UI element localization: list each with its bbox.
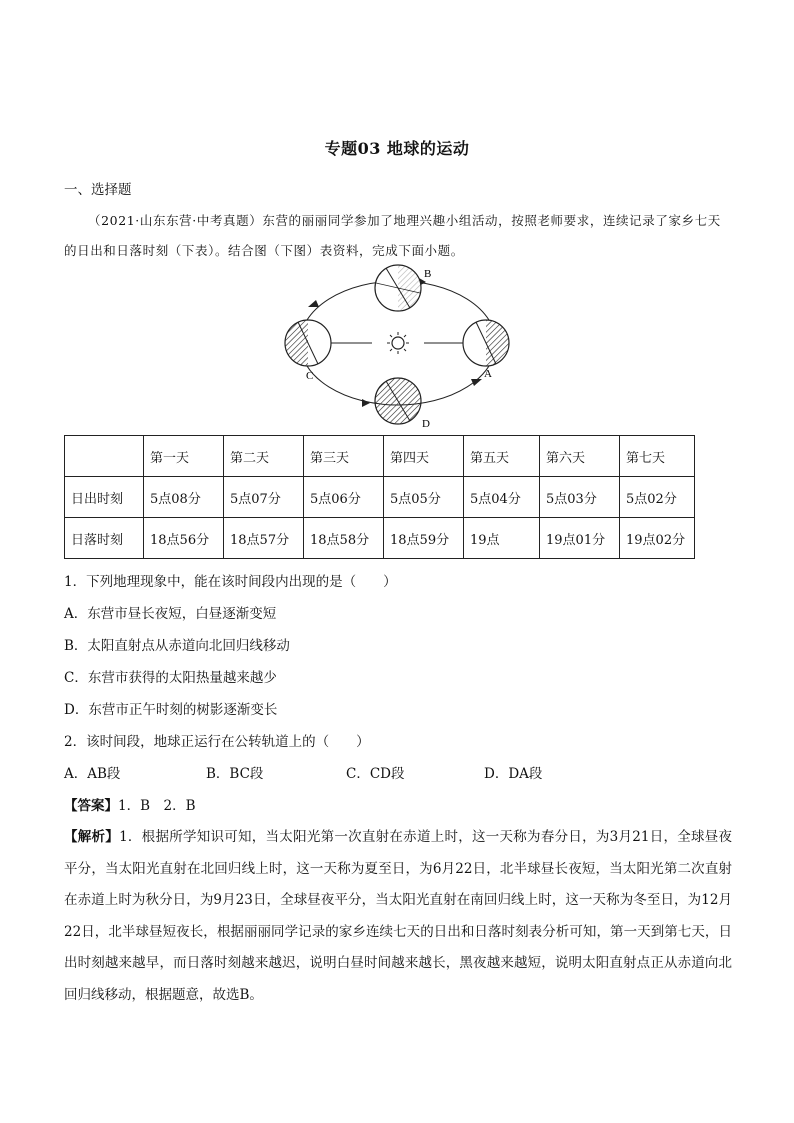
table-header: 第七天	[620, 436, 695, 477]
table-cell: 5点06分	[304, 477, 384, 518]
earth-orbit-diagram	[272, 263, 522, 429]
table-cell: 5点03分	[540, 477, 620, 518]
table-header-row	[65, 436, 695, 477]
q2-option-d[interactable]: D．DA段	[484, 766, 543, 782]
table-cell: 5点08分	[144, 477, 224, 518]
question-2-stem: 2．该时间段，地球正运行在公转轨道上的（ ）	[64, 734, 370, 750]
sunrise-sunset-table	[64, 435, 695, 559]
table-cell: 5点02分	[620, 477, 695, 518]
label-b: B	[424, 268, 432, 280]
table-row	[65, 518, 695, 559]
row-label: 日落时刻	[65, 518, 144, 559]
earth-position-a	[463, 320, 509, 366]
q1-option-d[interactable]: D．东营市正午时刻的树影逐渐变长	[64, 702, 278, 718]
q1-option-b[interactable]: B．太阳直射点从赤道向北回归线移动	[64, 638, 290, 654]
q2-option-a[interactable]: A．AB段	[64, 766, 121, 782]
section-heading: 一、选择题	[64, 182, 132, 198]
page-title: 专题03 地球的运动	[324, 139, 470, 158]
table-header: 第三天	[304, 436, 384, 477]
table-cell: 18点56分	[144, 518, 224, 559]
table-cell: 5点04分	[464, 477, 540, 518]
orbit-arrow	[471, 379, 482, 386]
earth-position-b	[375, 265, 421, 311]
label-d: D	[422, 418, 430, 429]
table-row	[65, 477, 695, 518]
question-intro: （2021·山东东营·中考真题）东营的丽丽同学参加了地理兴趣小组活动，按照老师要求，连续记录了家乡七天的日出和日落时刻（下表）。结合图（下图）表资料，完成下面小题。	[64, 213, 721, 258]
table-cell: 18点59分	[384, 518, 464, 559]
q1-option-a[interactable]: A．东营市昼长夜短，白昼逐渐变短	[64, 606, 277, 622]
answer-line	[64, 794, 196, 814]
analysis-label: 【解析】	[64, 829, 120, 845]
q2-option-c[interactable]: C．CD段	[346, 766, 405, 782]
table-cell: 19点01分	[540, 518, 620, 559]
table-cell: 19点02分	[620, 518, 695, 559]
orbit-arrow	[362, 399, 370, 407]
orbit-arrow	[308, 300, 319, 307]
table-header: 第四天	[384, 436, 464, 477]
row-label: 日出时刻	[65, 477, 144, 518]
q1-option-c[interactable]: C．东营市获得的太阳热量越来越少	[64, 670, 277, 686]
table-header: 第五天	[464, 436, 540, 477]
q2-option-b[interactable]: B．BC段	[206, 766, 264, 782]
table-cell: 18点58分	[304, 518, 384, 559]
analysis-paragraph	[64, 822, 732, 1011]
answer-label: 【答案】	[64, 798, 118, 814]
sun-icon	[387, 332, 409, 354]
table-cell: 5点07分	[224, 477, 304, 518]
table-cell: 18点57分	[224, 518, 304, 559]
table-header: 第一天	[144, 436, 224, 477]
question-1-stem: 1．下列地理现象中，能在该时间段内出现的是（ ）	[64, 574, 397, 590]
label-c: C	[306, 370, 314, 382]
earth-position-d	[375, 378, 421, 424]
table-header: 第六天	[540, 436, 620, 477]
table-cell: 19点	[464, 518, 540, 559]
answer-text: 1．B 2．B	[118, 798, 196, 814]
earth-position-c	[285, 320, 331, 366]
label-a: A	[484, 368, 492, 380]
table-corner	[65, 436, 144, 477]
table-cell: 5点05分	[384, 477, 464, 518]
analysis-text: 1．根据所学知识可知，当太阳光第一次直射在赤道上时，这一天称为春分日，为3月21日，全球昼夜平分，当太阳光直射在北回归线上时，这一天称为夏至日，为6月22日，北半球昼长夜短，当太阳光第二次直射在赤道上时为秋分日，为9月23日，全球昼夜平分，当太阳光直射在南回归线上时，这一天称为冬至日，为12月22日，北半球昼短夜长，根据丽丽同学记录的家乡连续七天的日出和日落时刻表分析可知，第一天到第七天，日出时刻越来越早，而日落时刻越来越迟，说明白昼时间越来越长，黑夜越来越短，说明太阳直射点正从赤道向北回归线移动，根据题意，故选B。	[64, 829, 733, 1003]
table-header: 第二天	[224, 436, 304, 477]
